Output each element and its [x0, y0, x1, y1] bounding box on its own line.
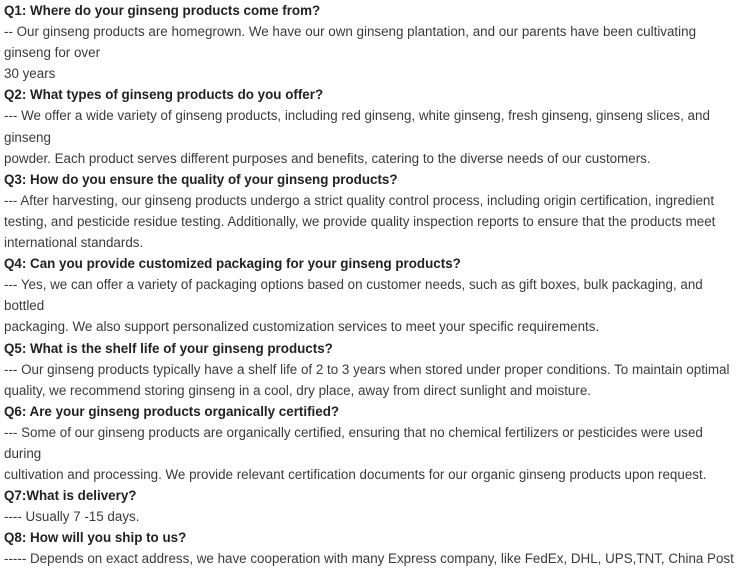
faq-item-q1	[4, 0, 748, 84]
faq-item-q8	[4, 527, 748, 569]
faq-question: Q7:What is delivery?	[4, 488, 137, 504]
faq-answer-line: bottled	[4, 298, 45, 314]
faq-answer-line: 30 years	[4, 66, 56, 82]
faq-answer-line: --- Some of our ginseng products are organically certified, ensuring that no chemical fertilizers or pesticides were used	[4, 424, 703, 440]
faq-answer-line: --- Yes, we can offer a variety of packaging options based on customer needs, such as gift boxes, bulk packaging, and	[4, 277, 703, 293]
faq-item-q4	[4, 253, 748, 337]
faq-answer-line: cultivation and processing. We provide relevant certification documents for our organic ginseng products upon request.	[4, 467, 707, 483]
faq-answer-line: --- Our ginseng products typically have a shelf life of 2 to 3 years when stored under proper conditions. To maintain optimal	[4, 361, 730, 377]
faq-item-q6	[4, 401, 748, 485]
faq-answer-line: ginseng for over	[4, 45, 101, 61]
faq-answer-line: powder. Each product serves different purposes and benefits, catering to the diverse needs of our customers.	[4, 150, 651, 166]
faq-answer-line: --- After harvesting, our ginseng products undergo a strict quality control process, including origin certification, ingredient	[4, 192, 715, 208]
faq-answer-line: quality, we recommend storing ginseng in a cool, dry place, away from direct sunlight and moisture.	[4, 382, 591, 398]
faq-question: Q4: Can you provide customized packaging for your ginseng products?	[4, 256, 461, 272]
faq-answer-line: testing, and pesticide residue testing. Additionally, we provide quality inspection reports to ensure that the products meet	[4, 213, 716, 229]
faq-item-q5	[4, 338, 748, 401]
faq-list	[4, 0, 748, 570]
faq-question: Q5: What is the shelf life of your ginseng products?	[4, 340, 333, 356]
faq-answer-line: packaging. We also support personalized customization services to meet your specific requirements.	[4, 319, 600, 335]
faq-question: Q1: Where do your ginseng products come from?	[4, 3, 321, 18]
faq-answer-line: --- We offer a wide variety of ginseng products, including red ginseng, white ginseng, fresh ginseng, ginseng slices, and	[4, 108, 710, 124]
faq-answer-line: during	[4, 445, 42, 461]
faq-answer-line: ginseng	[4, 129, 51, 145]
faq-question: Q2: What types of ginseng products do you offer?	[4, 87, 324, 103]
faq-answer-line: ----- Depends on exact address, we have cooperation with many Express company, like FedEx, DHL, UPS,TNT, China Post	[4, 551, 734, 567]
faq-answer-line: ---- Usually 7 -15 days.	[4, 509, 140, 525]
faq-question: Q6: Are your ginseng products organically certified?	[4, 403, 340, 419]
faq-question: Q3: How do you ensure the quality of your ginseng products?	[4, 171, 398, 187]
faq-item-q2	[4, 84, 748, 168]
faq-question: Q8: How will you ship to us?	[4, 530, 187, 546]
faq-item-q3	[4, 169, 748, 253]
faq-item-q7	[4, 485, 748, 527]
faq-answer-line: international standards.	[4, 235, 144, 251]
faq-answer-line: -- Our ginseng products are homegrown. We have our own ginseng plantation, and our parents have been cultivating	[4, 24, 697, 40]
